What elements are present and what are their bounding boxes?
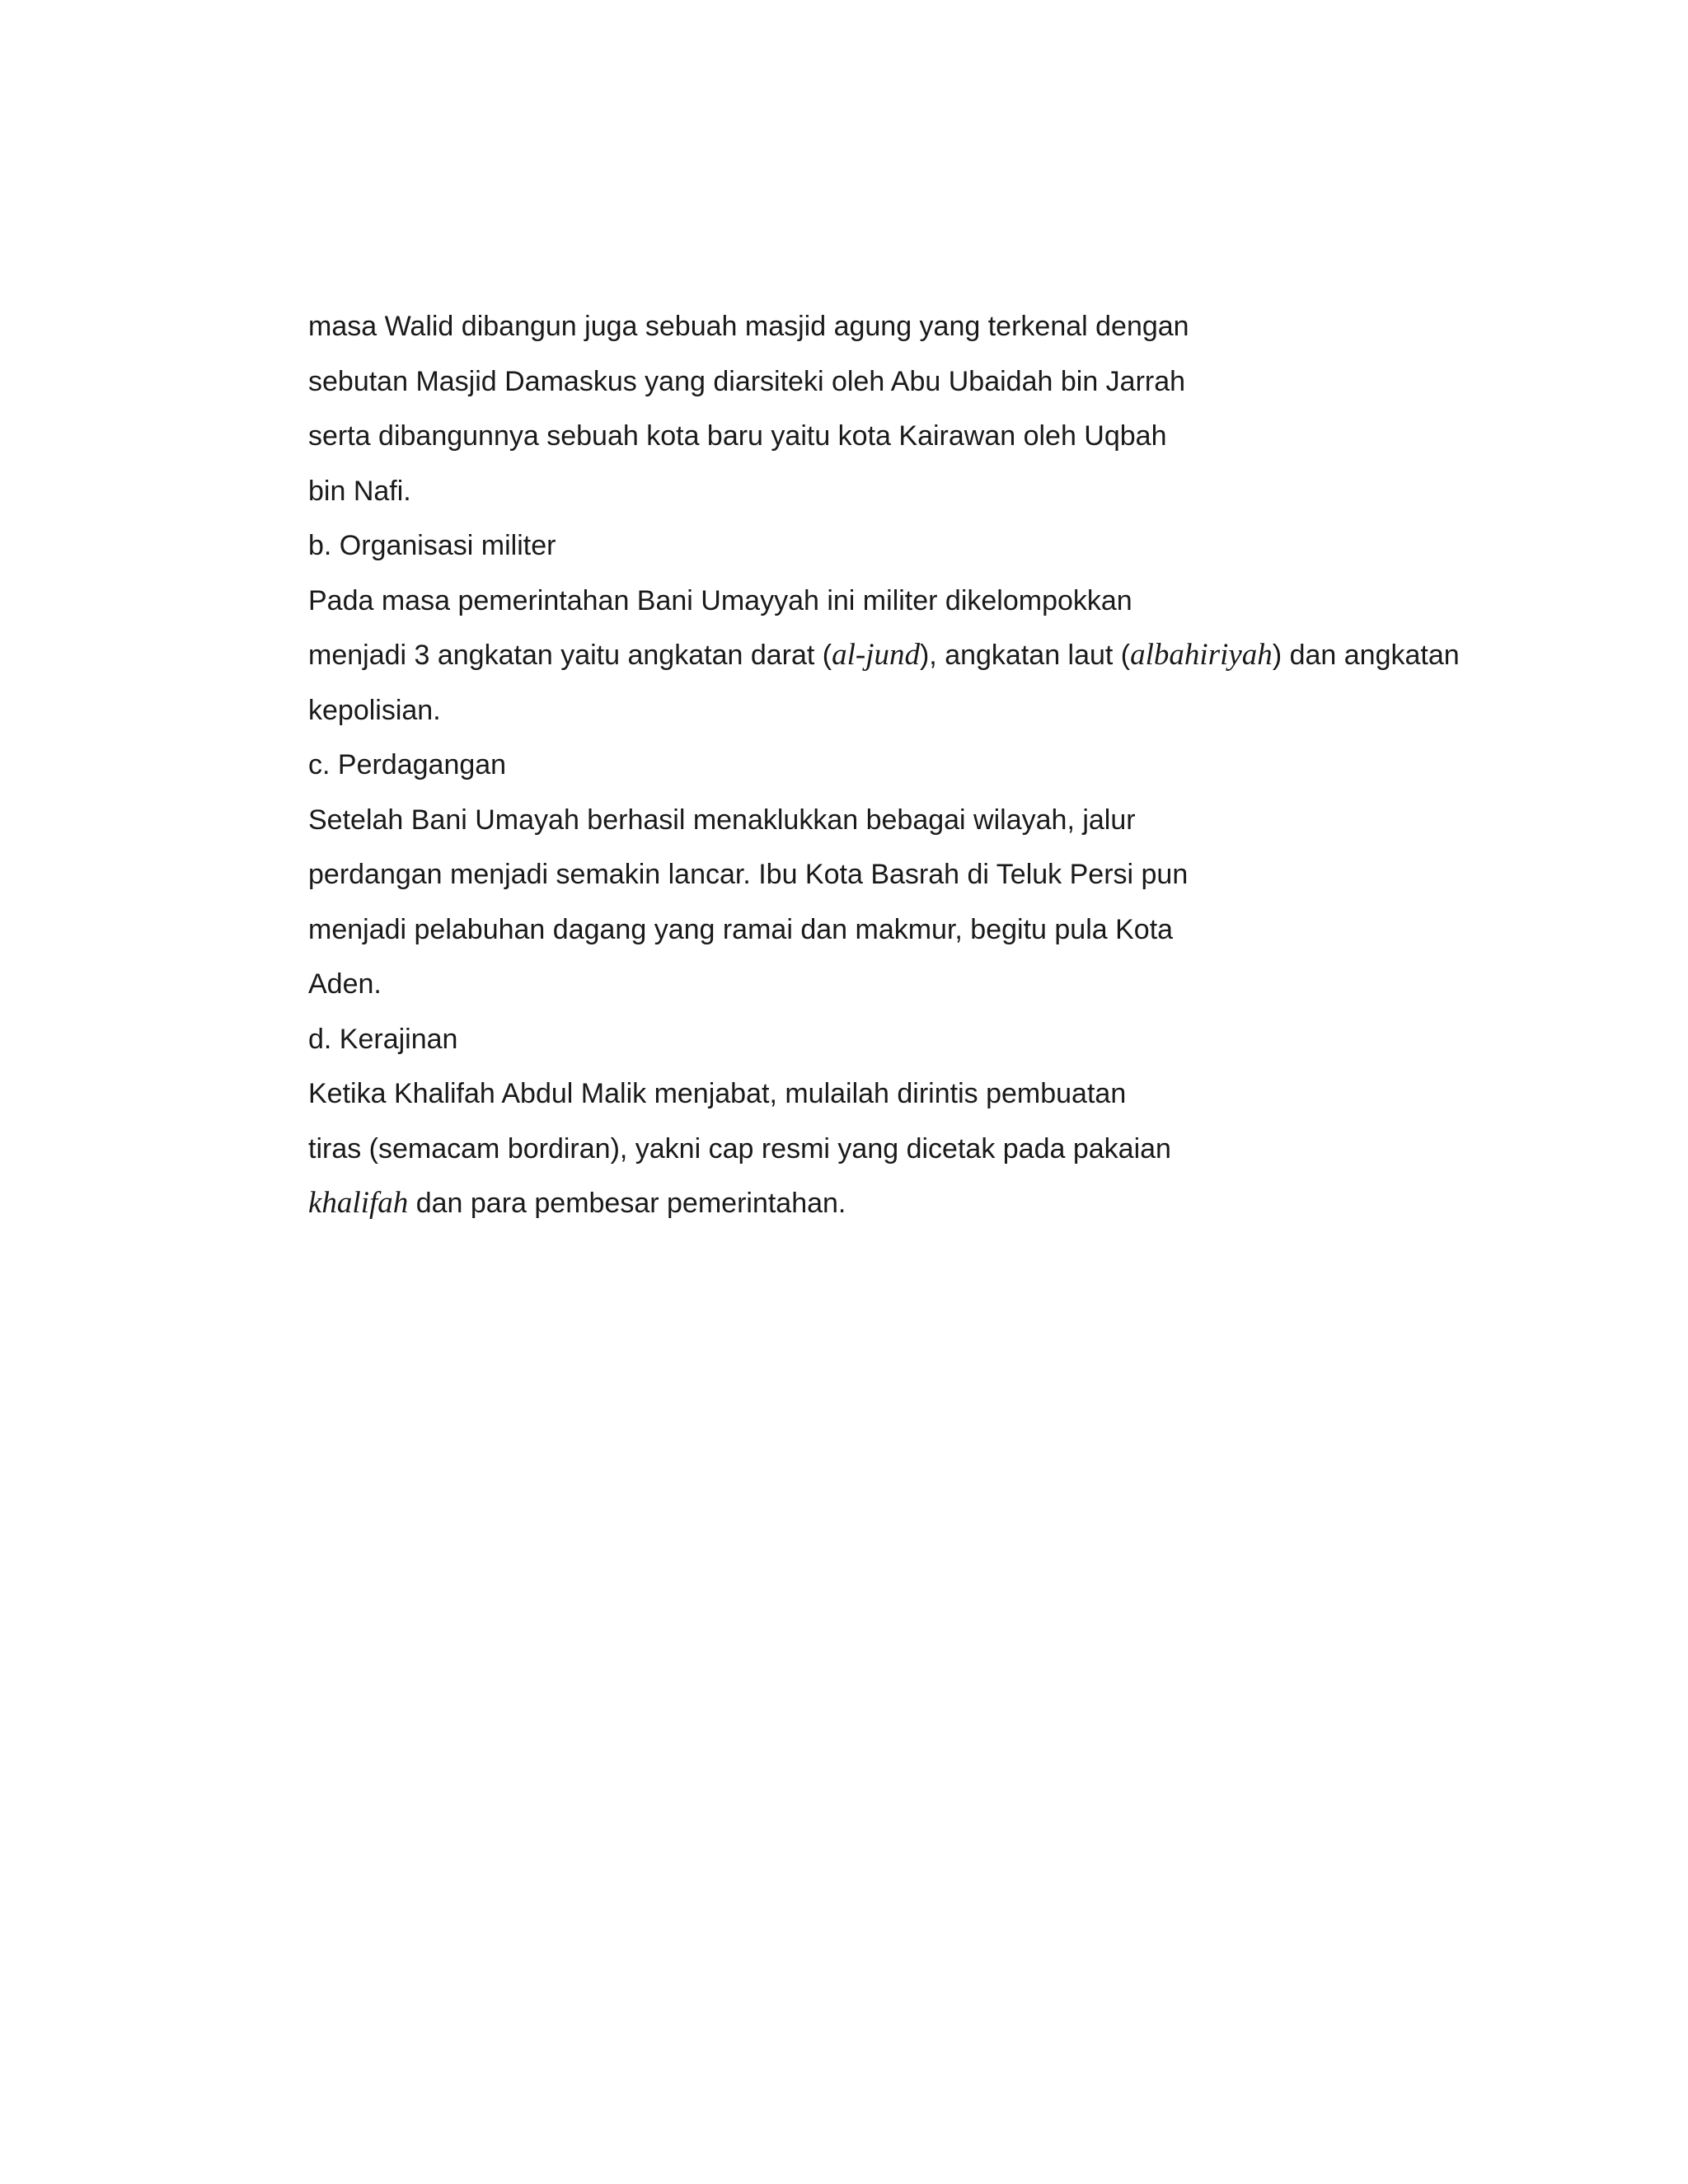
text-segment: ), angkatan laut ( (919, 640, 1131, 671)
text-line: sebutan Masjid Damaskus yang diarsiteki oleh Abu Ubaidah bin Jarrah (308, 365, 1186, 397)
text-line: masa Walid dibangun juga sebuah masjid agung yang terkenal dengan (308, 311, 1189, 342)
italic-term-khalifah: khalifah (308, 1186, 409, 1220)
text-line: tiras (semacam bordiran), yakni cap resmi yang dicetak pada pakaian (308, 1132, 1171, 1165)
section-heading-d: d. Kerajinan (308, 1023, 458, 1055)
italic-term-al-jund: al-jund (832, 638, 920, 672)
text-line-last (308, 1176, 1660, 1231)
text-line: Setelah Bani Umayah berhasil menaklukkan bebagai wilayah, jalur (308, 804, 1136, 836)
section-heading-b: b. Organisasi militer (308, 530, 556, 561)
text-line: kepolisian. (308, 694, 441, 726)
text-segment: dan para pembesar pemerintahan. (408, 1188, 846, 1219)
text-segment: ) dan angkatan (1272, 640, 1460, 671)
text-line: Aden. (308, 968, 382, 1000)
body-text (308, 299, 1660, 1231)
text-line: serta dibangunnya sebuah kota baru yaitu kota Kairawan oleh Uqbah (308, 420, 1167, 452)
section-heading-c: c. Perdagangan (308, 749, 507, 780)
text-line: Pada masa pemerintahan Bani Umayyah ini militer dikelompokkan (308, 584, 1132, 616)
text-line: bin Nafi. (308, 475, 411, 507)
text-line: menjadi pelabuhan dagang yang ramai dan makmur, begitu pula Kota (308, 913, 1174, 945)
text-line-military-branches (308, 628, 1660, 683)
italic-term-albahiriyah: albahiriyah (1130, 638, 1273, 672)
text-line: perdangan menjadi semakin lancar. Ibu Kota Basrah di Teluk Persi pun (308, 859, 1189, 890)
text-segment: menjadi 3 angkatan yaitu angkatan darat ( (308, 640, 832, 671)
text-line: Ketika Khalifah Abdul Malik menjabat, mulailah dirintis pembuatan (308, 1078, 1127, 1109)
